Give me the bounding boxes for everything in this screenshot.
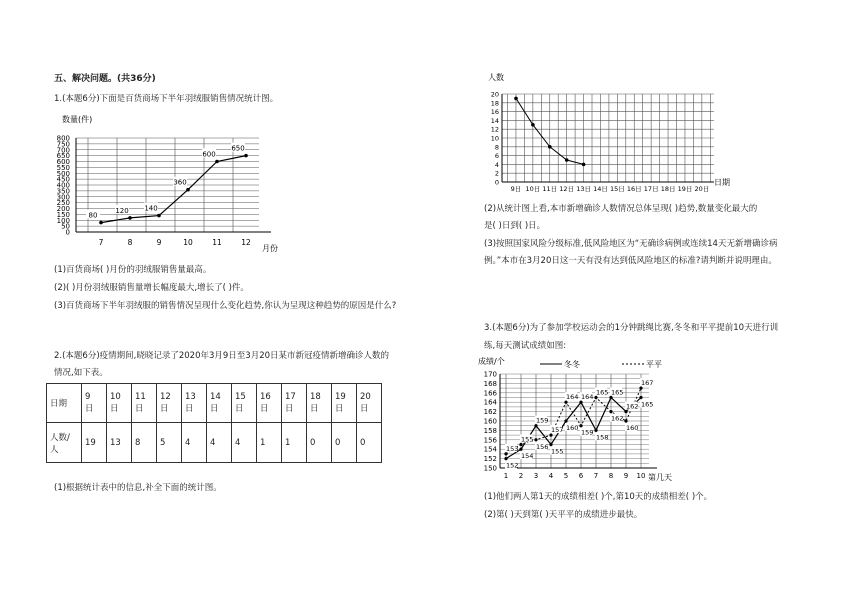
chart3-y-tick: 152 bbox=[483, 455, 497, 464]
chart3-x-tick: 2 bbox=[518, 472, 524, 480]
chart1-x-tick: 8 bbox=[127, 238, 133, 247]
q2-sub3-line2: 例。”本市在3月20日这一天有没有达到低风险地区的标准?请判断并说明理由。 bbox=[484, 256, 777, 266]
chart2-x-tick: 19日 bbox=[677, 185, 693, 193]
chart2-x-tick: 13日 bbox=[576, 185, 591, 193]
chart3-ylabel: 成绩/个 bbox=[478, 357, 505, 366]
chart1-x-tick: 10 bbox=[183, 238, 193, 247]
chart3-data-label-dongdong: 152 bbox=[506, 461, 519, 470]
chart3-y-tick: 164 bbox=[483, 398, 497, 407]
chart3-data-label-pingping: 160 bbox=[626, 424, 639, 432]
q2-sub2-line2: 是( )日到( )日。 bbox=[484, 221, 546, 231]
chart3-x-tick: 3 bbox=[533, 472, 539, 480]
table-cell-date: 10 日 bbox=[107, 384, 132, 423]
legend-label-dongdong: 冬冬 bbox=[564, 360, 580, 369]
cases-table bbox=[46, 383, 382, 463]
chart3-data-label-dongdong: 162 bbox=[626, 402, 639, 411]
chart3-y-tick: 154 bbox=[483, 445, 497, 454]
table-cell-count: 0 bbox=[332, 423, 357, 463]
chart3-x-tick: 1 bbox=[503, 472, 509, 480]
chart3-x-tick: 10 bbox=[636, 472, 646, 480]
chart2-x-tick: 16日 bbox=[626, 185, 642, 193]
chart1-data-label: 120 bbox=[115, 206, 129, 215]
q1-sub2: (2)( )月份羽绒服销售量增长幅度最大,增长了( )件。 bbox=[54, 283, 249, 293]
chart3-x-tick: 7 bbox=[593, 472, 599, 480]
chart3-x-tick: 6 bbox=[578, 472, 584, 480]
table-header-count: 人数/ 人 bbox=[47, 423, 82, 463]
q2-intro-line2: 情况,如下表。 bbox=[54, 368, 108, 378]
chart1-y-tick: 150 bbox=[56, 210, 70, 219]
table-cell-date: 11 日 bbox=[132, 384, 157, 423]
chart1-y-tick: 800 bbox=[56, 134, 70, 143]
chart1-x-tick: 7 bbox=[98, 238, 104, 247]
table-cell-date: 17 日 bbox=[282, 384, 307, 423]
q3-intro-line2: 练,每天测试成绩如图: bbox=[484, 341, 567, 351]
table-cell-date: 9 日 bbox=[82, 384, 107, 423]
chart2-point bbox=[514, 97, 518, 101]
chart1-y-tick: 450 bbox=[56, 175, 70, 184]
q1-sub3: (3)百货商场下半年羽绒服的销售情况呈现什么变化趋势,你认为呈现这种趋势的原因是什么? bbox=[54, 301, 397, 311]
chart1-y-tick: 650 bbox=[56, 152, 70, 161]
table-cell-date: 16 日 bbox=[257, 384, 282, 423]
chart3-point-pingping bbox=[624, 419, 627, 422]
table-cell-count: 19 bbox=[82, 423, 107, 463]
chart3-point-pingping bbox=[579, 424, 582, 427]
chart3-data-label-dongdong: 165 bbox=[611, 388, 624, 397]
table-cell-count: 4 bbox=[207, 423, 232, 463]
chart1-data-label: 360 bbox=[173, 178, 187, 187]
chart1-x-tick: 9 bbox=[156, 238, 162, 247]
chart3-data-label-pingping: 165 bbox=[596, 388, 609, 397]
chart2-y-tick: 16 bbox=[490, 108, 499, 117]
chart1-y-tick: 500 bbox=[56, 169, 70, 178]
chart2-x-tick: 9日 bbox=[510, 185, 522, 193]
chart1-y-tick: 300 bbox=[56, 193, 70, 202]
chart1-x-tick: 11 bbox=[212, 238, 222, 247]
q3-sub2: (2)第( )天到第( )天平平的成绩进步最快。 bbox=[484, 510, 643, 520]
chart3-data-label-dongdong: 155 bbox=[551, 447, 564, 456]
chart1-x-tick: 12 bbox=[241, 238, 251, 247]
chart3-y-tick: 156 bbox=[483, 436, 497, 445]
q1-sub1: (1)百货商场( )月份的羽绒服销售量最高。 bbox=[54, 265, 212, 275]
chart2-y-tick: 18 bbox=[490, 99, 499, 108]
table-cell-date: 20 日 bbox=[357, 384, 382, 423]
chart3-data-label-pingping: 157 bbox=[551, 426, 564, 435]
table-cell-count: 0 bbox=[357, 423, 382, 463]
chart2-x-tick: 10日 bbox=[525, 185, 541, 193]
chart2-point bbox=[582, 163, 586, 167]
table-cell-count: 1 bbox=[257, 423, 282, 463]
chart1-y-tick: 100 bbox=[56, 216, 70, 225]
chart3-point-dongdong bbox=[639, 396, 642, 399]
chart1-y-tick: 600 bbox=[56, 158, 70, 166]
table-cell-count: 1 bbox=[282, 423, 307, 463]
chart3-y-tick: 170 bbox=[483, 370, 497, 379]
chart3-y-tick: 160 bbox=[483, 417, 497, 426]
chart2-y-tick: 0 bbox=[494, 178, 499, 187]
chart1-y-tick: 700 bbox=[56, 146, 70, 155]
chart-jumprope bbox=[466, 354, 696, 486]
chart1-y-tick: 50 bbox=[61, 222, 70, 231]
chart3-point-dongdong bbox=[564, 419, 567, 422]
chart1-y-tick: 750 bbox=[56, 140, 70, 149]
chart3-point-dongdong bbox=[519, 448, 522, 451]
chart2-y-tick: 4 bbox=[494, 160, 499, 169]
chart1-point bbox=[244, 154, 248, 158]
chart-cases bbox=[470, 68, 750, 196]
chart1-y-tick: 0 bbox=[65, 228, 70, 237]
chart2-x-tick: 17日 bbox=[643, 185, 659, 193]
table-cell-count: 13 bbox=[107, 423, 132, 463]
chart3-data-label-pingping: 155 bbox=[521, 435, 534, 444]
chart2-point bbox=[565, 158, 569, 162]
legend-label-pingping: 平平 bbox=[646, 360, 662, 369]
chart3-y-tick: 162 bbox=[483, 408, 497, 417]
chart1-point bbox=[186, 188, 190, 192]
chart1-data-label: 600 bbox=[202, 150, 216, 159]
chart2-y-tick: 2 bbox=[494, 169, 499, 178]
chart3-point-dongdong bbox=[594, 429, 597, 432]
chart3-data-label-pingping: 153 bbox=[506, 444, 519, 453]
chart1-y-tick: 200 bbox=[56, 205, 70, 213]
chart1-point bbox=[128, 216, 132, 220]
table-cell-date: 14 日 bbox=[207, 384, 232, 423]
chart-sales bbox=[40, 108, 300, 258]
chart1-point bbox=[157, 214, 161, 218]
chart1-data-label: 650 bbox=[231, 144, 245, 153]
section-title: 五、解决问题。(共36分) bbox=[54, 74, 156, 84]
q2-sub1: (1)根据统计表中的信息,补全下面的统计图。 bbox=[54, 483, 222, 493]
chart2-x-tick: 20日 bbox=[694, 185, 710, 193]
chart2-ylabel: 人数 bbox=[488, 73, 504, 82]
chart3-point-dongdong bbox=[504, 457, 507, 460]
table-cell-date: 12 日 bbox=[157, 384, 182, 423]
chart3-y-tick: 158 bbox=[483, 426, 497, 435]
chart3-data-label-dongdong: 159 bbox=[536, 416, 549, 425]
chart3-data-label-dongdong: 165 bbox=[641, 400, 654, 409]
chart2-y-tick: 12 bbox=[490, 125, 499, 134]
chart2-point bbox=[531, 123, 535, 127]
chart2-x-tick: 11日 bbox=[542, 185, 558, 193]
chart1-y-tick: 250 bbox=[56, 199, 70, 208]
q2-intro-line1: 2.(本题6分)疫情期间,晓晓记录了2020年3月9日至3月20日某市新冠疫情新增确诊人数的 bbox=[54, 351, 390, 361]
chart3-data-label-pingping: 162 bbox=[611, 414, 624, 423]
chart2-point bbox=[548, 145, 552, 149]
chart2-x-tick: 15日 bbox=[610, 185, 625, 193]
chart3-xlabel: 第几天 bbox=[648, 473, 672, 482]
q3-sub1: (1)他们两人第1天的成绩相差( )个,第10天的成绩相差( )个。 bbox=[484, 492, 713, 502]
chart3-x-tick: 4 bbox=[548, 472, 554, 480]
chart3-data-label-pingping: 164 bbox=[566, 393, 579, 402]
chart3-data-label-dongdong: 160 bbox=[566, 424, 579, 432]
chart2-y-tick: 10 bbox=[490, 134, 499, 143]
table-cell-count: 0 bbox=[307, 423, 332, 463]
chart1-data-label: 80 bbox=[88, 211, 98, 220]
chart3-y-tick: 150 bbox=[483, 464, 497, 473]
chart3-x-tick: 8 bbox=[608, 472, 614, 480]
q2-sub2-line1: (2)从统计图上看,本市新增确诊人数情况总体呈现( )趋势,数量变化最大的 bbox=[484, 204, 758, 214]
table-cell-date: 19 日 bbox=[332, 384, 357, 423]
chart3-x-tick: 9 bbox=[623, 472, 629, 480]
chart3-data-label-pingping: 167 bbox=[641, 379, 654, 388]
table-cell-date: 15 日 bbox=[232, 384, 257, 423]
chart3-point-pingping bbox=[609, 410, 612, 413]
q1-intro: 1.(本题6分)下面是百货商场下半年羽绒服销售情况统计图。 bbox=[54, 94, 279, 104]
chart2-y-tick: 20 bbox=[490, 90, 499, 99]
chart1-y-tick: 350 bbox=[56, 187, 70, 196]
q2-sub3-line1: (3)按照国家风险分级标准,低风险地区为“无确诊病例或连续14天无新增确诊病 bbox=[484, 239, 778, 249]
chart1-xlabel: 月份 bbox=[262, 244, 278, 253]
chart3-y-tick: 168 bbox=[483, 379, 497, 388]
table-cell-count: 4 bbox=[182, 423, 207, 463]
chart1-y-tick: 550 bbox=[56, 163, 70, 172]
table-cell-date: 13 日 bbox=[182, 384, 207, 423]
chart1-point bbox=[215, 160, 219, 164]
chart2-x-tick: 18日 bbox=[660, 185, 676, 193]
chart3-point-dongdong bbox=[549, 443, 552, 446]
table-row-dates bbox=[47, 384, 382, 423]
chart2-xlabel: 日期 bbox=[714, 178, 730, 187]
table-cell-date: 18 日 bbox=[307, 384, 332, 423]
chart2-y-tick: 8 bbox=[494, 143, 499, 152]
chart2-x-tick: 14日 bbox=[593, 185, 608, 193]
chart1-data-label: 140 bbox=[144, 204, 158, 213]
chart2-y-tick: 6 bbox=[494, 152, 499, 161]
table-header-date: 日期 bbox=[47, 384, 82, 423]
chart2-y-tick: 14 bbox=[490, 116, 499, 125]
chart1-ylabel: 数量(件) bbox=[62, 115, 93, 124]
chart3-data-label-dongdong: 164 bbox=[581, 393, 594, 402]
table-row-counts bbox=[47, 423, 382, 463]
chart1-point bbox=[99, 221, 103, 225]
chart3-data-label-pingping: 159 bbox=[581, 428, 594, 437]
chart2-x-tick: 12日 bbox=[559, 185, 575, 193]
chart3-point-pingping bbox=[534, 438, 537, 441]
chart3-data-label-dongdong: 158 bbox=[596, 433, 609, 442]
table-cell-count: 4 bbox=[232, 423, 257, 463]
table-cell-count: 5 bbox=[157, 423, 182, 463]
chart1-y-tick: 400 bbox=[56, 181, 70, 190]
chart3-y-tick: 166 bbox=[483, 389, 497, 398]
chart3-x-tick: 5 bbox=[563, 472, 569, 480]
chart3-data-label-pingping: 156 bbox=[536, 442, 549, 451]
chart3-data-label-dongdong: 154 bbox=[521, 452, 534, 461]
q3-intro-line1: 3.(本题6分)为了参加学校运动会的1分钟跳绳比赛,冬冬和平平提前10天进行训 bbox=[484, 323, 779, 333]
table-cell-count: 8 bbox=[132, 423, 157, 463]
